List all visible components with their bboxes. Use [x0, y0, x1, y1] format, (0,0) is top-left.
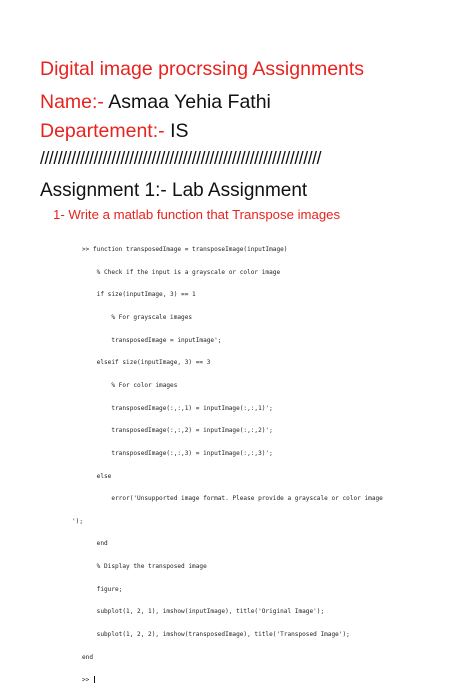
code-line: % For color images — [82, 381, 178, 389]
department-line — [40, 120, 189, 143]
code-line: transposedImage(:,:,2) = inputImage(:,:,2)'; — [82, 427, 273, 435]
name-value: Asmaa Yehia Fathi — [108, 91, 271, 113]
code-line: if size(inputImage, 3) == 1 — [82, 291, 196, 299]
code-line: end — [82, 653, 94, 661]
separator-line: /////////////////////////////////////////////////////////////// — [40, 148, 322, 168]
code-line: % For grayscale images — [82, 314, 193, 322]
code-line: transposedImage(:,:,1) = inputImage(:,:,1)'; — [82, 404, 273, 412]
code-line: elseif size(inputImage, 3) == 3 — [82, 359, 211, 367]
assignment-heading: Assignment 1:- Lab Assignment — [40, 180, 308, 201]
code-block — [72, 231, 462, 699]
code-line: % Display the transposed image — [82, 563, 207, 571]
department-value: IS — [170, 120, 189, 142]
code-line: % Check if the input is a grayscale or color image — [82, 268, 281, 276]
code-line: transposedImage = inputImage'; — [82, 336, 222, 344]
name-line — [40, 91, 271, 114]
code-line: transposedImage(:,:,3) = inputImage(:,:,3)'; — [82, 449, 273, 457]
question-1: 1- Write a matlab function that Transpose images — [53, 207, 341, 222]
command-prompt-line[interactable] — [82, 676, 462, 684]
code-line: subplot(1, 2, 2), imshow(transposedImage), title('Transposed Image'); — [82, 630, 350, 638]
name-label: Name:- — [40, 91, 104, 113]
code-line: subplot(1, 2, 1), imshow(inputImage), title('Original Image'); — [82, 608, 325, 616]
code-line: '); — [72, 517, 84, 525]
code-line: error('Unsupported image format. Please provide a grayscale or color image — [82, 495, 383, 503]
department-label: Departement:- — [40, 120, 165, 142]
code-line: >> function transposedImage = transposeImage(inputImage) — [82, 246, 288, 254]
document-title: Digital image procrssing Assignments — [40, 58, 365, 80]
code-line: figure; — [82, 585, 123, 593]
code-line: else — [82, 472, 112, 480]
text-cursor — [94, 676, 95, 683]
code-line: end — [82, 540, 108, 548]
command-prompt: >> — [82, 676, 94, 684]
